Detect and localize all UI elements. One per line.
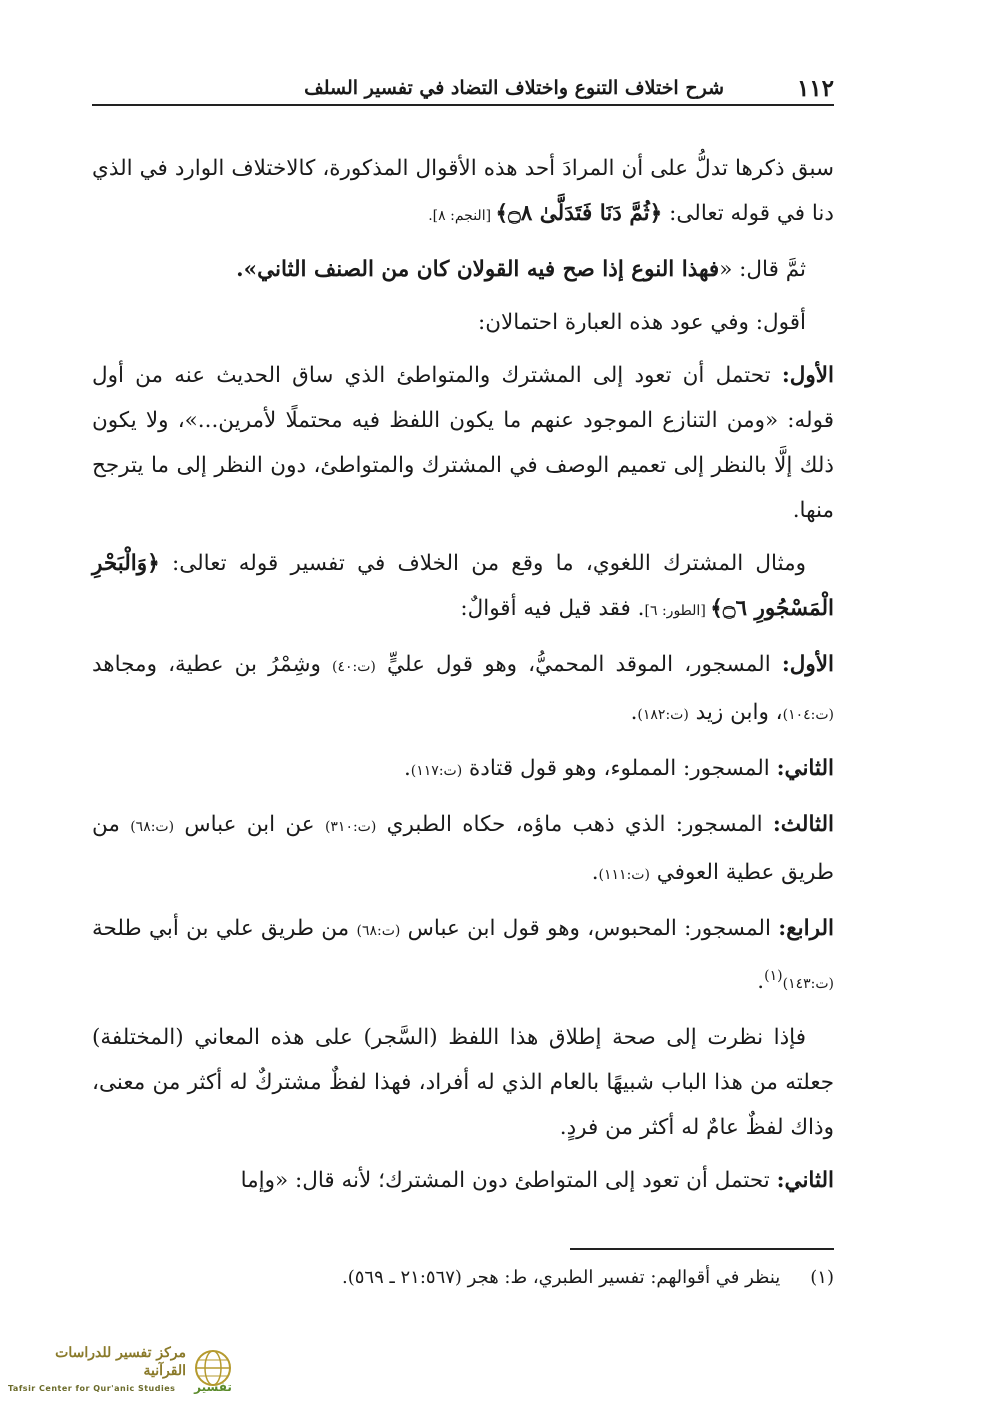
paragraph: الرابع: المسجور: المحبوس، وهو قول ابن عباس (ت:٦٨) من طريق علي بن أبي طلحة (ت:١٤٣)$^{(١)}$.: [92, 916, 834, 995]
footnote-text: ينظر في أقوالهم: تفسير الطبري، ط: هجر (٢١:٥٦٧ ـ ٥٦٩).: [342, 1267, 781, 1288]
publisher-logo: [8, 1345, 244, 1394]
paragraph: الثاني: تحتمل أن تعود إلى المتواطئ دون المشترك؛ لأنه قال: «وإما: [240, 1168, 834, 1194]
footnote-divider: [570, 1248, 834, 1250]
logo-arabic: مركز تفسير للدراسات القرآنية: [55, 1345, 186, 1379]
item-label: الثاني:: [776, 1168, 834, 1194]
footnote-ref[interactable]: (١): [764, 968, 783, 984]
main-text: [92, 146, 834, 1211]
item-label: الأول:: [781, 363, 834, 388]
quran-verse: ﴿وَالْبَحْرِ الْمَسْجُورِ ۝٦﴾: [92, 551, 834, 621]
death-date: (ت:١١٧): [410, 763, 463, 779]
death-date: (ت:١٤٣): [782, 976, 834, 993]
verse-reference: [الطور: ٦]: [644, 603, 711, 619]
paragraph: الأول: تحتمل أن تعود إلى المشترك والمتواطئ الذي ساق الحديث عنه من أول قوله: «ومن التنازع الموجود عنهم ما يكون اللفظ فيه محتملًا لأمرين...»، ولا يكون ذلك إلَّا بالنظر إلى تعميم الوصف في المشترك والمتواطئ، دون النظر إلى ما يترجح منها.: [92, 363, 834, 523]
verse-reference: [النجم: ٨].: [428, 208, 496, 224]
logo-english: Tafsir Center for Qur'anic Studies: [8, 1384, 176, 1393]
death-date: (ت:١١١): [598, 867, 650, 883]
death-date: (ت:١٠٤): [782, 707, 834, 723]
globe-logo-icon: [186, 1348, 240, 1394]
paragraph: ثمَّ قال: «فهذا النوع إذا صح فيه القولان كان من الصنف الثاني».: [236, 257, 806, 282]
logo-wordmark: [8, 1344, 186, 1398]
running-title: شرح اختلاف التنوع واختلاف التضاد في تفسير السلف: [304, 77, 724, 99]
death-date: (ت:٤٠): [332, 659, 376, 675]
paragraph: ومثال المشترك اللغوي، ما وقع من الخلاف في تفسير قوله تعالى: ﴿وَالْبَحْرِ الْمَسْجُورِ ۝٦﴾ [الطور: ٦]. فقد قيل فيه أقوالٌ:: [92, 551, 834, 621]
death-date: (ت:١٨٢): [637, 707, 689, 723]
quran-verse: ﴿ثُمَّ دَنَا فَتَدَلَّىٰ ۝٨﴾: [495, 201, 663, 226]
death-date: (ت:٣١٠): [324, 819, 377, 835]
item-label: الثالث:: [772, 812, 835, 837]
item-label: الثاني:: [776, 756, 834, 781]
item-label: الأول:: [781, 652, 835, 677]
paragraph: الأول: المسجور، الموقد المحميُّ، وهو قول عليٍّ (ت:٤٠) وشِمْرُ بن عطية، ومجاهد (ت:١٠٤)، وابن زيد (ت:١٨٢).: [92, 652, 835, 725]
death-date: (ت:٦٨): [356, 923, 401, 939]
emphasis: الصنف الثاني: [257, 257, 374, 282]
paragraph: الثاني: المسجور: المملوء، وهو قول قتادة (ت:١١٧).: [403, 756, 834, 781]
paragraph: سبق ذكرها تدلُّ على أن المرادَ أحد هذه الأقوال المذكورة، كالاختلاف الوارد في الذي دنا في قوله تعالى: ﴿ثُمَّ دَنَا فَتَدَلَّىٰ ۝٨﴾ [النجم: ٨].: [92, 156, 834, 226]
death-date: (ت:٦٨): [130, 819, 175, 835]
running-header: [92, 72, 834, 106]
paragraph: أقول: وفي عود هذه العبارة احتمالان:: [478, 310, 806, 335]
footnote: [92, 1262, 834, 1294]
paragraph: الثالث: المسجور: الذي ذهب ماؤه، حكاه الطبري (ت:٣١٠) عن ابن عباس (ت:٦٨) من طريق عطية العوفي (ت:١١١).: [92, 812, 835, 885]
item-label: الرابع:: [778, 916, 834, 941]
logo-mark-text: تفسير: [194, 1380, 232, 1394]
paragraph: فإذا نظرت إلى صحة إطلاق هذا اللفظ (السَّجر) على هذه المعاني (المختلفة) جعلته من هذا الباب شبيهًا بالعام الذي له أفراد، فهذا لفظٌ مشتركٌ له أكثر من معنى، وذاك لفظٌ عامٌ له أكثر من فردٍ.: [92, 1025, 834, 1141]
footnote-number: (١): [810, 1267, 834, 1288]
page-number: ١١٢: [796, 74, 834, 102]
